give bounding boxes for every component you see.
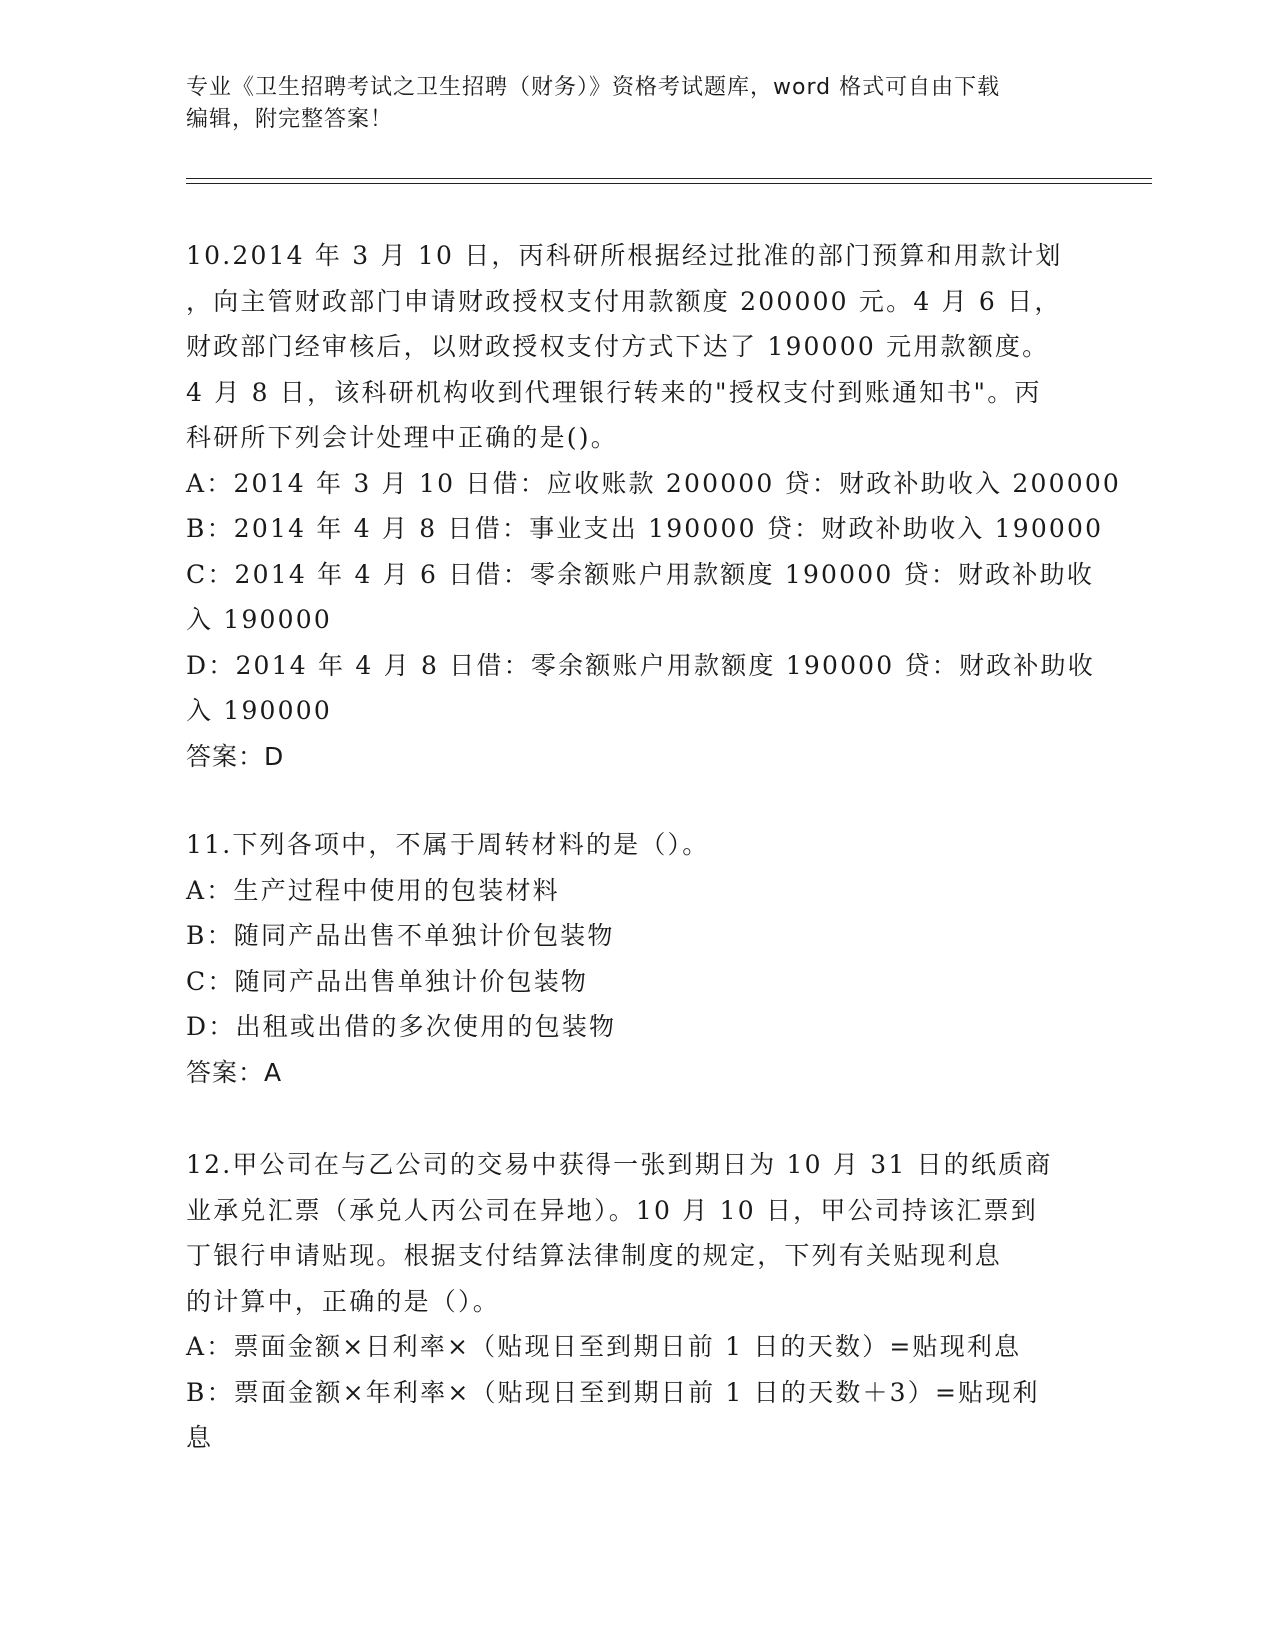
- answer-label: 答案：D: [186, 741, 285, 771]
- question-text-line: 的计算中，正确的是（）。: [186, 1286, 500, 1316]
- question-text-line: 业承兑汇票（承兑人丙公司在异地）。10 月 10 日，甲公司持该汇票到: [186, 1195, 1038, 1225]
- option-a: A：2014 年 3 月 10 日借：应收账款 200000 贷：财政补助收入 200000: [186, 468, 1122, 498]
- question-text-line: 丁银行申请贴现。根据支付结算法律制度的规定，下列有关贴现利息: [186, 1241, 1003, 1270]
- question-10: [186, 233, 1122, 779]
- option-c: C：随同产品出售单独计价包装物: [186, 966, 589, 996]
- document-header: [186, 72, 1066, 136]
- option-a: A：生产过程中使用的包装材料: [186, 875, 560, 905]
- header-divider-bottom: [186, 183, 1152, 184]
- header-line: 专业《卫生招聘考试之卫生招聘（财务）》资格考试题库，word 格式可自由下载: [186, 75, 1001, 100]
- question-text-line: 4 月 8 日，该科研机构收到代理银行转来的"授权支付到账通知书"。丙: [186, 377, 1042, 407]
- option-b: B：随同产品出售不单独计价包装物: [186, 921, 615, 950]
- option-a: A：票面金额×日利率×（贴现日至到期日前 1 日的天数）=贴现利息: [186, 1332, 1022, 1361]
- question-text-line: ，向主管财政部门申请财政授权支付用款额度 200000 元。4 月 6 日，: [186, 286, 1062, 316]
- question-text-line: 12.甲公司在与乙公司的交易中获得一张到期日为 10 月 31 日的纸质商: [186, 1150, 1053, 1179]
- question-11: [186, 822, 1086, 1095]
- option-b: B：2014 年 4 月 8 日借：事业支出 190000 贷：财政补助收入 190000: [186, 514, 1104, 543]
- question-text-line: 科研所下列会计处理中正确的是()。: [186, 423, 618, 452]
- option-c-continued: 入 190000: [186, 605, 332, 634]
- header-divider-top: [186, 178, 1152, 179]
- question-text-line: 财政部门经审核后，以财政授权支付方式下达了 190000 元用款额度。: [186, 332, 1050, 361]
- question-text-line: 10.2014 年 3 月 10 日，丙科研所根据经过批准的部门预算和用款计划: [186, 241, 1063, 270]
- option-c: C：2014 年 4 月 6 日借：零余额账户用款额度 190000 贷：财政补助收: [186, 559, 1095, 589]
- option-d-continued: 入 190000: [186, 696, 332, 725]
- option-d: D：出租或出借的多次使用的包装物: [186, 1012, 617, 1041]
- option-b: B：票面金额×年利率×（贴现日至到期日前 1 日的天数＋3）=贴现利: [186, 1377, 1040, 1407]
- option-b-continued: 息: [186, 1423, 214, 1452]
- answer-label: 答案：A: [186, 1057, 283, 1087]
- header-line: 编辑，附完整答案！: [186, 107, 394, 132]
- question-text-line: 11.下列各项中，不属于周转材料的是（）。: [186, 830, 710, 859]
- option-d: D：2014 年 4 月 8 日借：零余额账户用款额度 190000 贷：财政补助收: [186, 650, 1095, 680]
- question-12: [186, 1142, 1086, 1461]
